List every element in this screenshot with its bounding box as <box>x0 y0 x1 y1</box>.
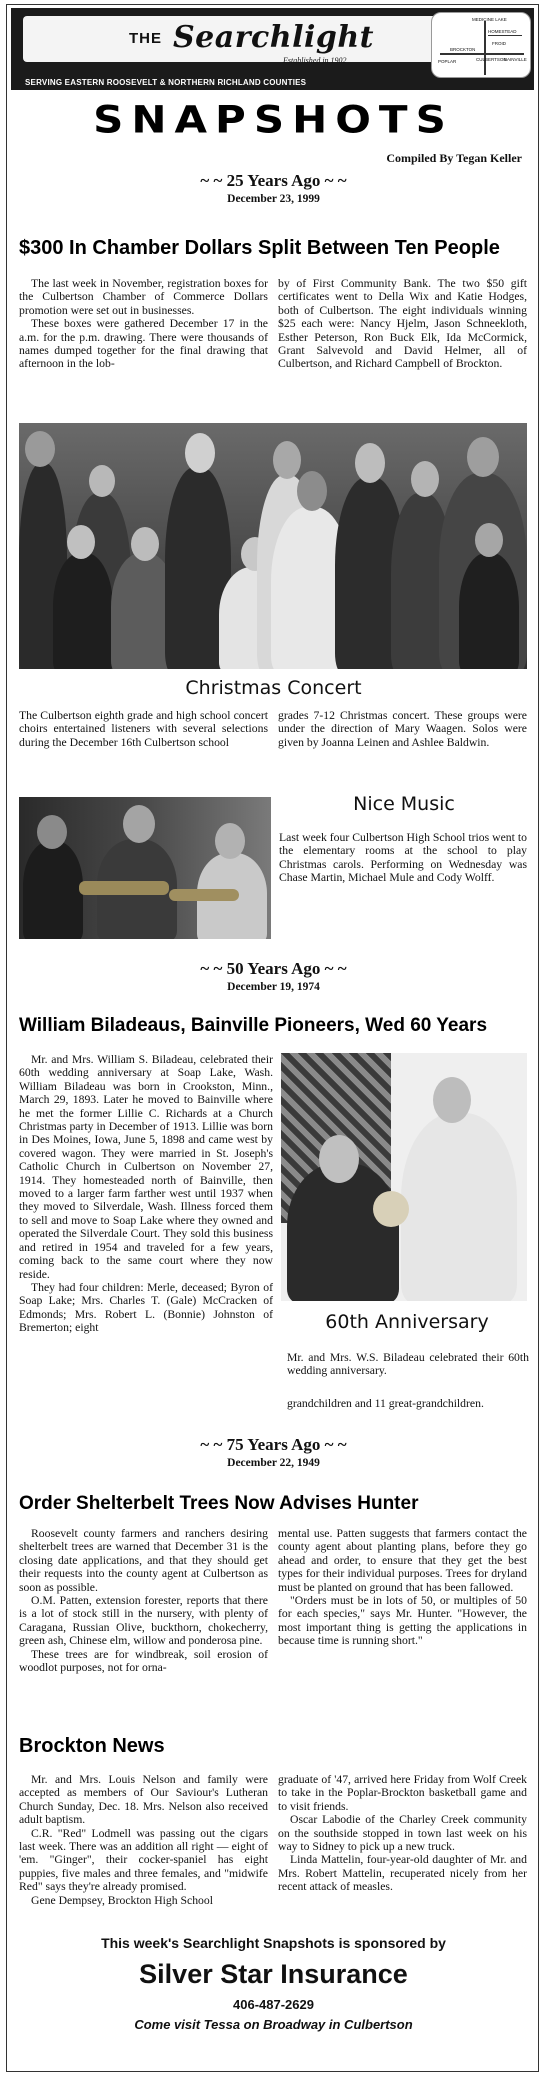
article-biladeau <box>19 1053 273 1335</box>
paragraph: "Orders must be in lots of 50, or multiples of 50 for each species," says Mr. Hunter. "However, the most important thing is getting the applications in because time is running short." <box>278 1594 527 1648</box>
caption-60th-anniversary <box>287 1351 529 1378</box>
compiled-by: Compiled By Tegan Keller <box>386 151 522 165</box>
era-title-25: ~ ~ 25 Years Ago ~ ~ <box>200 171 347 190</box>
article-christmas-concert <box>19 709 527 749</box>
subhead-nice-music: Nice Music <box>353 793 455 815</box>
paragraph: Last week four Culbertson High School trios went to the elementary rooms at the school to play Christmas carols. Performing on Wednesday was Chase Martin, Michael Mule and Cody Wolff. <box>279 831 527 885</box>
paragraph: Mr. and Mrs. W.S. Biladeau celebrated their 60th wedding anniversary. <box>287 1351 529 1378</box>
map-town: CULBERTSON <box>476 57 507 62</box>
paragraph: They had four children: Merle, deceased; Byron of Soap Lake; Mrs. Charles T. (Gale) McCracken of Edmonds; Mrs. Robert L. (Bonnie) Johnston of Bremerton; eight <box>19 1280 273 1335</box>
paragraph: grades 7-12 Christmas concert. These groups were under the direction of Mary Waagen. Solos were given by Joanna Leinen and Ashlee Baldwin. <box>278 709 527 749</box>
era-title-75: ~ ~ 75 Years Ago ~ ~ <box>200 1435 347 1454</box>
map-town: MEDICINE LAKE <box>472 17 507 22</box>
paragraph: C.R. "Red" Lodmell was passing out the cigars last week. There was an addition all right — eight of 'em. "Ginger", their cocker-spaniel has eight puppies, five males and three females, and "midwife Red" says they're already promised. <box>19 1826 268 1894</box>
era-date-25: December 23, 1999 <box>227 193 320 205</box>
masthead-established: Established in 1902 <box>283 56 347 65</box>
article-chamber <box>19 277 527 371</box>
masthead-serving: SERVING EASTERN ROOSEVELT & NORTHERN RICHLAND COUNTIES <box>25 78 307 87</box>
article-shelterbelt <box>19 1527 527 1674</box>
map-town: HOMESTEAD <box>488 29 517 34</box>
subhead-christmas-concert: Christmas Concert <box>185 677 362 699</box>
map-town: POPLAR <box>438 59 457 64</box>
headline-brockton-news: Brockton News <box>19 1735 165 1757</box>
sponsor-tagline: Come visit Tessa on Broadway in Culbertson <box>134 2017 413 2032</box>
paragraph: These boxes were gathered December 17 in the a.m. for the p.m. drawing. There were thousands of names dumped together for the final drawing that afternoon in the lob- <box>19 317 268 371</box>
sponsor-name: Silver Star Insurance <box>139 1959 408 1989</box>
paragraph: Mr. and Mrs. Louis Nelson and family were accepted as members of Our Saviour's Lutheran Church Sunday, Dec. 18. Mrs. Nelson also received adult baptism. <box>19 1773 268 1827</box>
paragraph: Mr. and Mrs. William S. Biladeau, celebrated their 60th wedding anniversary at Soap Lake, Wash. William Biladeau was born in Crookston, Minn., March 29, 1893. Later he moved to Bainville where he met the former Lillie C. Richards at a Church Christmas party in December of 1913. Lillie was born in Des Moines, Iowa, June 5, 1898 and came west by covered wagon. They were married in St. Joseph's Catholic Church in Culbertson on November 27, 1914. They homesteaded north of Bainville, then moved to a larger farm farther west until 1937 when they moved to Silverdale, Wash. Illness forced them to sell and move to Soap Lake where they owned and operated the Silverdale Court. They sold this business and retired in 1954 and traveled for a few years, coming back to the same court where they now reside. <box>19 1053 273 1281</box>
newspaper-page <box>6 4 539 2072</box>
article-biladeau-continued <box>287 1397 529 1410</box>
headline-biladeau: William Biladeaus, Bainville Pioneers, Wed 60 Years <box>19 1015 488 1036</box>
paragraph: The last week in November, registration boxes for the Culbertson Chamber of Commerce Dollars promotion were set out in businesses. <box>19 277 268 317</box>
map-town: FROID <box>492 41 506 46</box>
choir-photo <box>19 423 527 669</box>
era-date-75: December 22, 1949 <box>227 1457 320 1469</box>
masthead-title: Searchlight <box>173 20 375 55</box>
paragraph: Linda Mattelin, four-year-old daughter of Mr. and Mrs. Robert Mattelin, recuperated nicely from her recent attack of measles. <box>278 1853 527 1894</box>
sponsor-phone: 406-487-2629 <box>233 1997 314 2012</box>
anniversary-photo <box>281 1053 527 1301</box>
paragraph: O.M. Patten, extension forester, reports that there is a lot of stock still in the nursery, with plenty of Caragana, Russian Olive, buckthorn, chokecherry, green ash, Chinese elm, willow and ponderosa pine. <box>19 1594 268 1648</box>
paragraph: by of First Community Bank. The two $50 gift certificates went to Della Wix and Katie Hodges, both of Culbertson. The eight individuals winning $25 each were: Nancy Hjelm, Jason Schneekloth, Esther Peterson, Ron Buck Elk, Ida McCormick, Grant Salvevold and David Helmer, all of Culbertson, and Richard Campbell of Brockton. <box>278 277 527 371</box>
paragraph: These trees are for windbreak, soil erosion of woodlot purposes, not for orna- <box>19 1647 268 1675</box>
subhead-60th-anniversary: 60th Anniversary <box>325 1311 489 1333</box>
era-date-50: December 19, 1974 <box>227 981 320 993</box>
era-title-50: ~ ~ 50 Years Ago ~ ~ <box>200 959 347 978</box>
masthead <box>11 8 534 90</box>
paragraph: Roosevelt county farmers and ranchers desiring shelterbelt trees are warned that December 31 is the closing date applications, and that they should get their requests into the county agent at Culbertson as soon as possible. <box>19 1527 268 1594</box>
paragraph: Gene Dempsey, Brockton High School <box>31 1893 213 1907</box>
article-brockton-news <box>19 1773 527 1907</box>
area-map-icon <box>431 12 531 78</box>
paragraph: grandchildren and 11 great-grandchildren. <box>287 1397 484 1410</box>
paragraph: Oscar Labodie of the Charley Creek community on the southside stopped in town last week on his way to Sidney to pick up a new truck. <box>278 1813 527 1854</box>
paragraph: graduate of '47, arrived here Friday from Wolf Creek to take in the Poplar-Brockton basketball game and to visit friends. <box>278 1773 527 1813</box>
headline-chamber-dollars: $300 In Chamber Dollars Split Between Ten People <box>19 237 500 259</box>
map-town: BROCKTON <box>450 47 476 52</box>
map-town: BAINVILLE <box>504 57 527 62</box>
section-title: SNAPSHOTS <box>93 97 454 142</box>
headline-shelterbelt: Order Shelterbelt Trees Now Advises Hunter <box>19 1493 419 1514</box>
trio-photo <box>19 797 271 939</box>
paragraph: mental use. Patten suggests that farmers contact the county agent about planting plans, before they go ahead and order, to ensure that they get the best types for their individual purposes. Trees for dryland must be planted on ground that has been fallowed. <box>278 1527 527 1594</box>
sponsor-line: This week's Searchlight Snapshots is sponsored by <box>101 1935 446 1951</box>
masthead-the: THE <box>129 30 162 47</box>
paragraph: The Culbertson eighth grade and high school concert choirs entertained listeners with several selections during the December 16th Culbertson school <box>19 709 268 749</box>
article-nice-music <box>279 831 527 885</box>
